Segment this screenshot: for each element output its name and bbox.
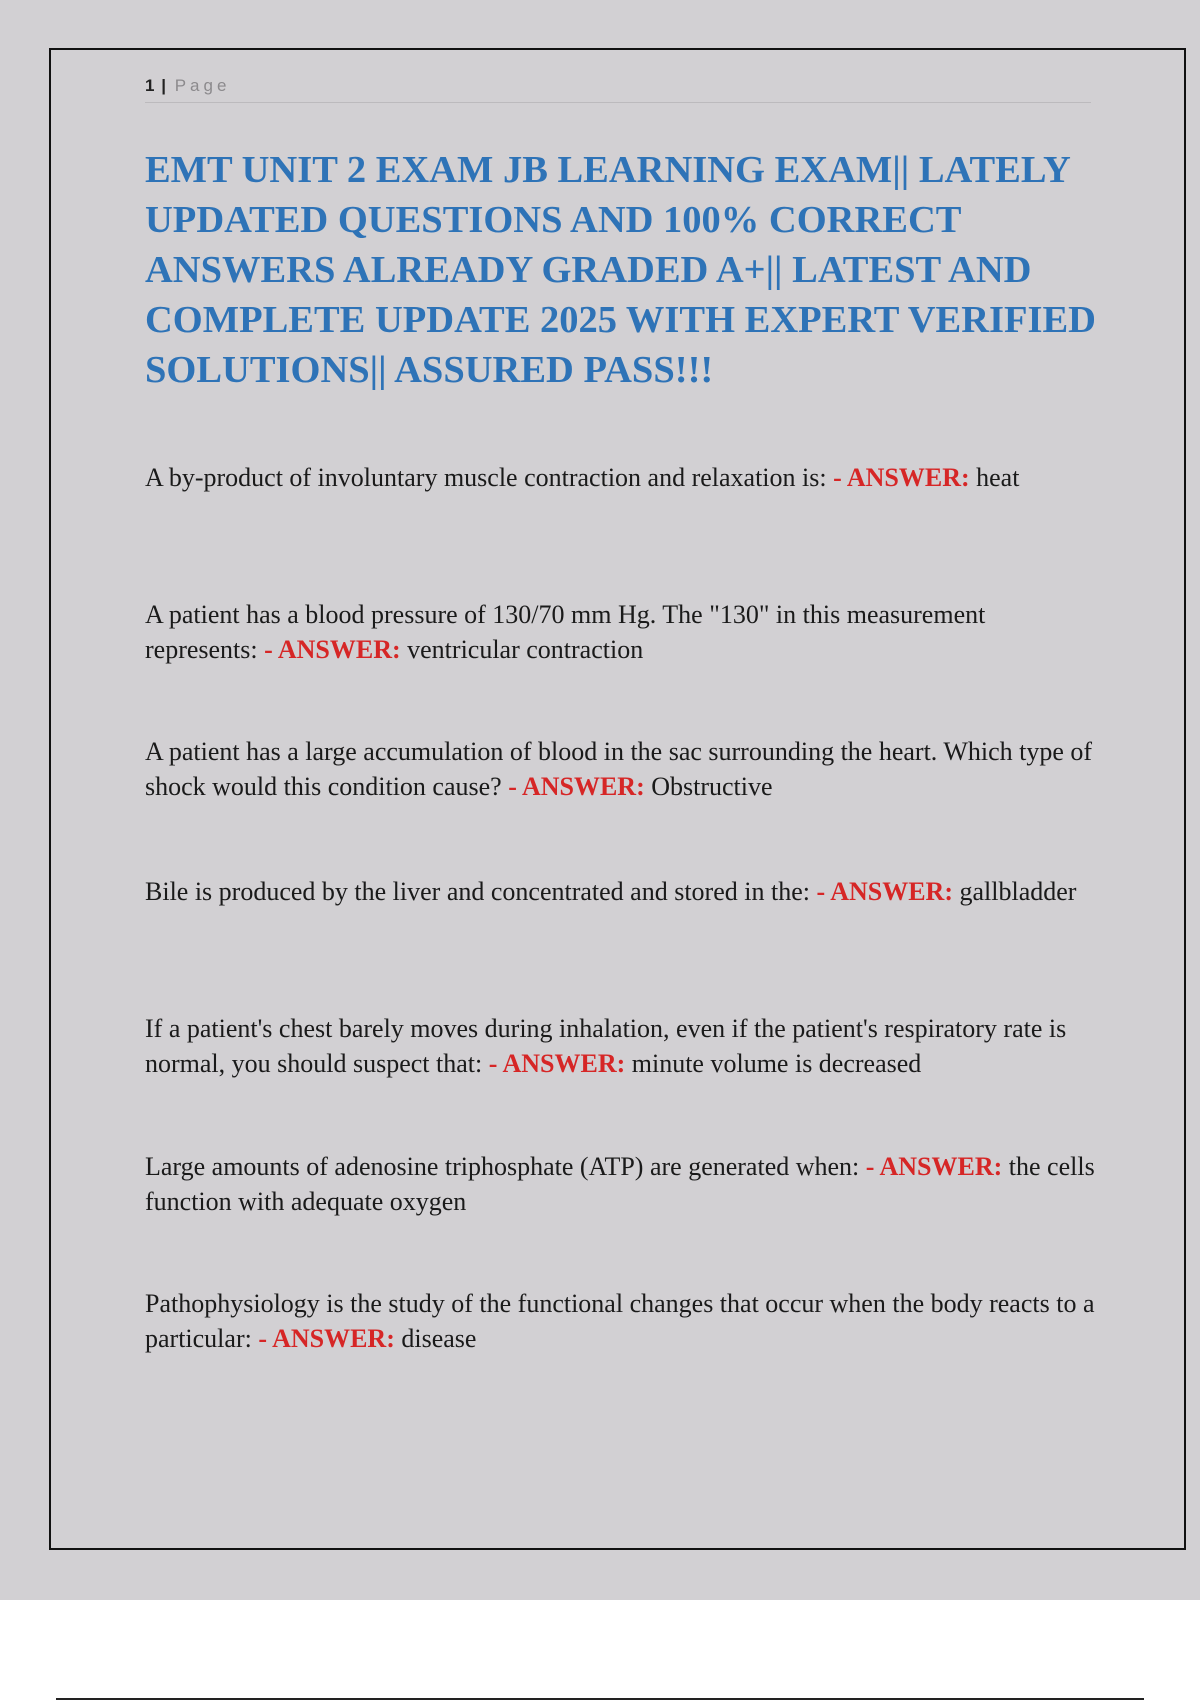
qa-item-2	[145, 597, 1100, 667]
answer-text: disease	[401, 1324, 477, 1353]
question-text: Pathophysiology is the study of the functional changes that occur when the body reacts to a particular:	[145, 1289, 1095, 1353]
page-header	[145, 74, 1091, 103]
answer-label: - ANSWER:	[816, 877, 953, 906]
question-text: A patient has a blood pressure of 130/70 mm Hg. The "130" in this measurement represents:	[145, 600, 986, 664]
document-title: EMT UNIT 2 EXAM JB LEARNING EXAM|| LATELY UPDATED QUESTIONS AND 100% CORRECT ANSWERS ALREADY GRADED A+|| LATEST AND COMPLETE UPDATE 2025 WITH EXPERT VERIFIED SOLUTIONS|| ASSURED PASS!!!	[145, 149, 1096, 391]
question-text: If a patient's chest barely moves during inhalation, even if the patient's respiratory rate is normal, you should suspect that:	[145, 1014, 1067, 1078]
answer-label: - ANSWER:	[264, 635, 401, 664]
answer-label: - ANSWER:	[488, 1049, 626, 1078]
answer-text: heat	[976, 463, 1020, 492]
answer-label: - ANSWER:	[258, 1324, 395, 1353]
question-text: Bile is produced by the liver and concentrated and stored in the:	[145, 877, 810, 906]
question-text: Large amounts of adenosine triphosphate (ATP) are generated when:	[145, 1152, 860, 1181]
answer-text: the cells function with adequate oxygen	[145, 1152, 1095, 1216]
answer-text: ventricular contraction	[407, 635, 644, 664]
qa-item-3	[145, 734, 1100, 804]
page-label: Page	[174, 76, 231, 95]
qa-item-1	[145, 460, 1100, 495]
page-number: 1	[145, 76, 155, 95]
qa-item-6	[145, 1149, 1100, 1219]
answer-label: - ANSWER:	[865, 1152, 1003, 1181]
answer-text: minute volume is decreased	[631, 1049, 922, 1078]
qa-item-4	[145, 874, 1100, 909]
answer-text: gallbladder	[959, 877, 1077, 906]
page-separator: |	[161, 76, 166, 95]
question-text: A patient has a large accumulation of blood in the sac surrounding the heart. Which type of shock would this condition cause?	[145, 737, 1093, 801]
answer-text: Obstructive	[651, 772, 773, 801]
answer-label: - ANSWER:	[508, 772, 645, 801]
question-text: A by-product of involuntary muscle contraction and relaxation is:	[145, 463, 827, 492]
answer-label: - ANSWER:	[833, 463, 970, 492]
qa-item-7	[145, 1286, 1100, 1356]
qa-item-5	[145, 1011, 1100, 1081]
